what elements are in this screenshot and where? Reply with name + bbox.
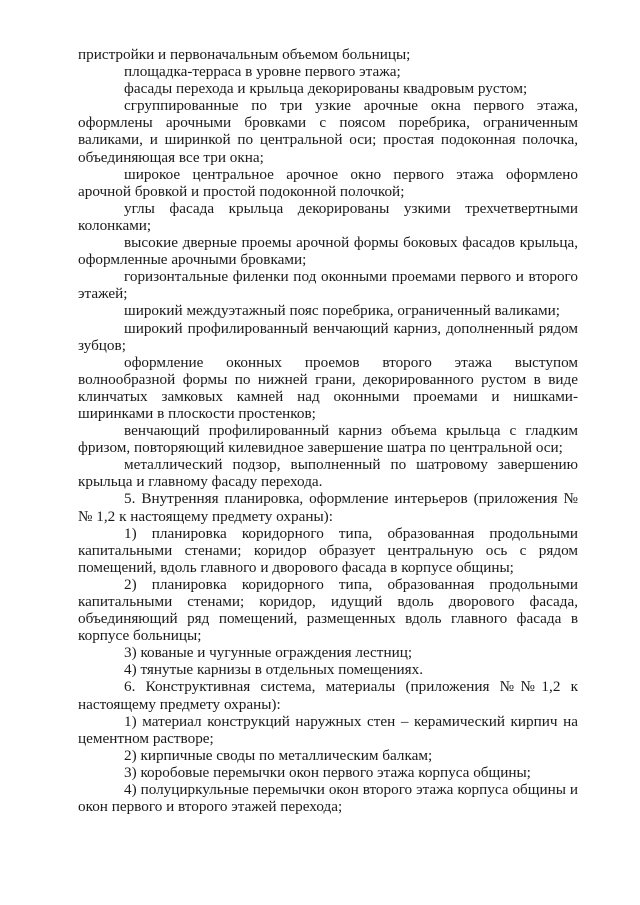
section-5-item-4: 4) тянутые карнизы в отдельных помещениях. [124, 661, 424, 679]
paragraph-10: широкий профилированный венчающий карниз, дополненный рядом зубцов; [78, 319, 578, 354]
paragraph-13: металлический подзор, выполненный по шатровому завершению крыльца и главному фасаду перехода. [78, 456, 578, 491]
paragraph-8: горизонтальные филенки под оконными проемами первого и второго этажей; [78, 268, 578, 303]
paragraph-7: высокие дверные проемы арочной формы боковых фасадов крыльца, оформленные арочными бровками; [78, 234, 578, 269]
paragraph-6: углы фасада крыльца декорированы узкими трехчетвертными колонками; [78, 199, 578, 234]
paragraph-3: фасады перехода и крыльца декорированы квадровым рустом; [124, 80, 528, 98]
paragraph-1: пристройки и первоначальным объемом больницы; [78, 46, 411, 63]
paragraph-12: венчающий профилированный карниз объема крыльца с гладким фризом, повторяющий килевидное завершение шатра по центральной оси; [78, 422, 578, 457]
paragraph-4: сгруппированные по три узкие арочные окна первого этажа, оформлены арочными бровками с поясом поребрика, ограниченным валиками, и ширинкой по центральной оси; простая подоконная полочка, объединяющая все три окна; [78, 97, 578, 166]
section-5-heading: 5. Внутренняя планировка, оформление интерьеров (приложения №№ 1,2 к настоящему предмету охраны): [78, 490, 578, 525]
paragraph-2: площадка-терраса в уровне первого этажа; [124, 63, 401, 81]
section-5-item-3: 3) кованые и чугунные ограждения лестниц; [124, 644, 413, 662]
section-6-item-2: 2) кирпичные своды по металлическим балкам; [124, 746, 433, 764]
paragraph-5: широкое центральное арочное окно первого этажа оформлено арочной бровкой и простой подоконной полочкой; [78, 165, 578, 200]
section-6-item-3: 3) коробовые перемычки окон первого этажа корпуса общины; [124, 763, 531, 781]
section-5-item-1: 1) планировка коридорного типа, образованная продольными капитальными стенами; коридор образует центральную ось с рядом помещений, вдоль главного и дворового фасада в корпусе общины; [78, 524, 578, 576]
section-6-item-1: 1) материал конструкций наружных стен – керамический кирпич на цементном растворе; [78, 712, 578, 747]
section-5-item-2: 2) планировка коридорного типа, образованная продольными капитальными стенами; коридор, идущий вдоль дворового фасада, объединяющий ряд помещений, размещенных вдоль главного фасада в корпусе больницы; [78, 575, 578, 645]
paragraph-9: широкий междуэтажный пояс поребрика, ограниченный валиками; [124, 302, 560, 320]
section-6-item-4: 4) полуциркульные перемычки окон второго этажа корпуса общины и окон первого и второго этажей перехода; [78, 781, 578, 816]
paragraph-11: оформление оконных проемов второго этажа выступом волнообразной формы по нижней грани, декорированного рустом в виде клинчатых замковых камней над оконными проемами и нишками-ширинками в плоскости простенков; [78, 353, 578, 422]
section-6-heading: 6. Конструктивная система, материалы (приложения №№1,2 к настоящему предмету охраны): [78, 678, 578, 713]
